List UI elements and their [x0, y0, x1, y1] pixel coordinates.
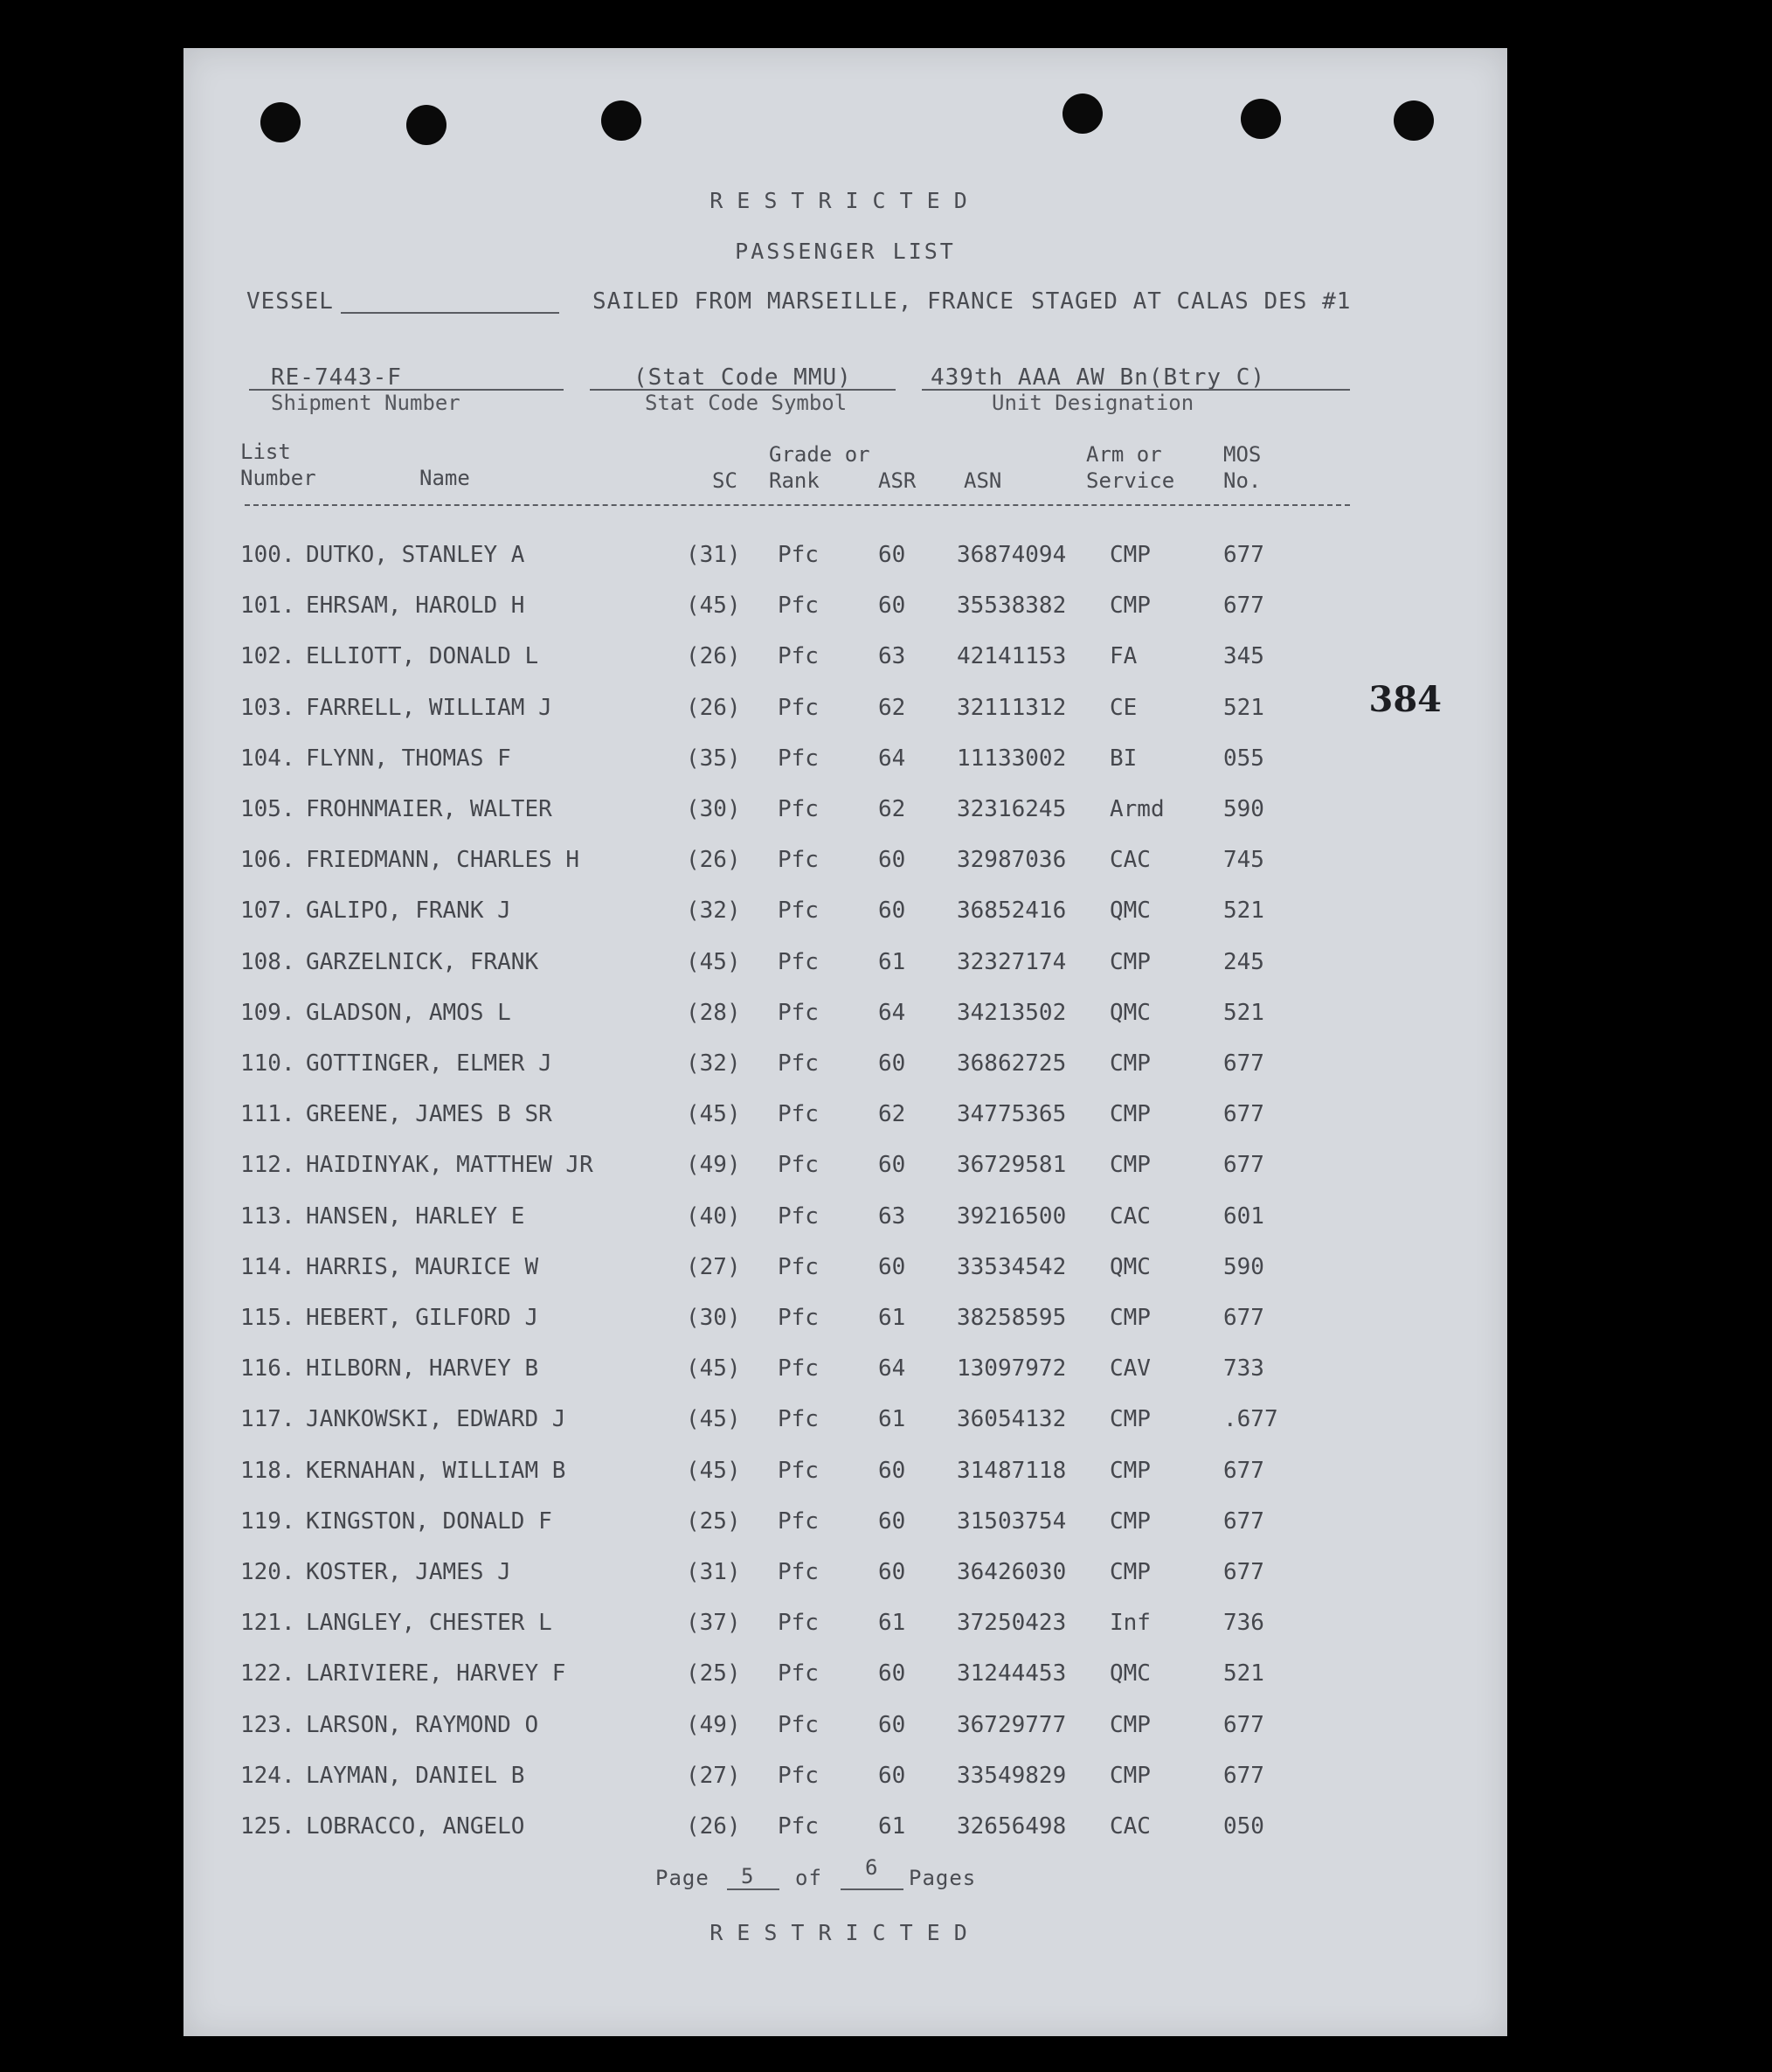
passenger-name: FRIEDMANN, CHARLES H — [306, 847, 580, 874]
asr-score: 60 — [878, 1152, 906, 1179]
table-row — [183, 1050, 1507, 1101]
list-number: 121. — [240, 1610, 295, 1637]
punch-hole — [1394, 100, 1434, 141]
grade-rank: Pfc — [778, 1711, 819, 1738]
passenger-name: LANGLEY, CHESTER L — [306, 1610, 552, 1637]
mos-number: 521 — [1223, 897, 1264, 925]
passenger-name: ELLIOTT, DONALD L — [306, 643, 539, 670]
vessel-label: VESSEL — [246, 288, 334, 315]
punch-hole — [260, 102, 301, 142]
grade-rank: Pfc — [778, 592, 819, 620]
col-mos: MOS No. — [1223, 442, 1262, 493]
arm-service: BI — [1110, 745, 1138, 772]
list-number: 117. — [240, 1406, 295, 1433]
passenger-name: KINGSTON, DONALD F — [306, 1507, 552, 1535]
list-number: 113. — [240, 1202, 295, 1230]
arm-service: CMP — [1110, 1762, 1151, 1789]
mos-number: 677 — [1223, 1457, 1264, 1484]
arm-service: Armd — [1110, 796, 1165, 822]
of-word: of — [795, 1866, 822, 1890]
document-page — [183, 48, 1507, 2036]
asn-number: 42141153 — [957, 643, 1067, 670]
list-number: 120. — [240, 1559, 295, 1585]
table-row — [183, 1406, 1507, 1457]
page-total: 6 — [865, 1855, 879, 1880]
passenger-name: GARZELNICK, FRANK — [306, 948, 539, 975]
mos-number: 677 — [1223, 592, 1264, 620]
passenger-name: HEBERT, GILFORD J — [306, 1305, 539, 1331]
grade-rank: Pfc — [778, 948, 819, 975]
passenger-name: DUTKO, STANLEY A — [306, 542, 525, 568]
table-row — [183, 643, 1507, 694]
asn-number: 32111312 — [957, 694, 1067, 721]
table-row — [183, 1305, 1507, 1355]
passenger-name: HAIDINYAK, MATTHEW JR — [306, 1152, 593, 1179]
sc-code: (25) — [686, 1660, 741, 1687]
grade-rank: Pfc — [778, 643, 819, 670]
mos-number: 677 — [1223, 1711, 1264, 1738]
list-number: 102. — [240, 643, 295, 670]
sc-code: (26) — [686, 643, 741, 670]
restricted-bottom: RESTRICTED — [709, 1920, 981, 1945]
col-sc: SC — [712, 468, 737, 493]
sc-code: (30) — [686, 796, 741, 822]
asr-score: 61 — [878, 1610, 906, 1637]
unit-designation: 439th AAA AW Bn(Btry C) — [931, 364, 1266, 391]
arm-service: CMP — [1110, 1305, 1151, 1331]
sc-code: (40) — [686, 1202, 741, 1230]
arm-service: CMP — [1110, 1559, 1151, 1585]
list-number: 123. — [240, 1711, 295, 1738]
arm-service: QMC — [1110, 999, 1151, 1026]
table-row — [183, 1712, 1507, 1763]
list-number: 106. — [240, 847, 295, 874]
arm-service: QMC — [1110, 1660, 1151, 1687]
mos-number: 521 — [1223, 999, 1264, 1026]
grade-rank: Pfc — [778, 1202, 819, 1230]
shipment-number: RE-7443-F — [271, 364, 402, 391]
sc-code: (28) — [686, 999, 741, 1026]
asr-score: 64 — [878, 1355, 906, 1382]
passenger-name: GREENE, JAMES B SR — [306, 1101, 552, 1128]
list-number: 110. — [240, 1050, 295, 1077]
passenger-name: GLADSON, AMOS L — [306, 999, 511, 1026]
mos-number: 245 — [1223, 948, 1264, 975]
passenger-name: HARRIS, MAURICE W — [306, 1253, 539, 1280]
mos-number: 055 — [1223, 745, 1264, 772]
asn-number: 32316245 — [957, 796, 1067, 822]
table-row — [183, 1254, 1507, 1305]
mos-number: 521 — [1223, 1660, 1264, 1687]
list-number: 112. — [240, 1152, 295, 1179]
asr-score: 62 — [878, 796, 906, 822]
grade-rank: Pfc — [778, 694, 819, 721]
grade-rank: Pfc — [778, 897, 819, 925]
arm-service: CAC — [1110, 847, 1151, 874]
passenger-name: KOSTER, JAMES J — [306, 1559, 511, 1585]
table-row — [183, 847, 1507, 897]
asr-score: 60 — [878, 1711, 906, 1738]
sc-code: (49) — [686, 1711, 741, 1738]
asr-score: 63 — [878, 643, 906, 670]
table-row — [183, 695, 1507, 745]
table-row — [183, 1763, 1507, 1813]
sc-code: (26) — [686, 847, 741, 874]
asn-number: 31244453 — [957, 1660, 1067, 1687]
col-asr: ASR — [878, 468, 917, 493]
mos-number: 745 — [1223, 847, 1264, 874]
list-number: 105. — [240, 796, 295, 822]
asn-number: 34213502 — [957, 999, 1067, 1026]
arm-service: CMP — [1110, 1457, 1151, 1484]
list-number: 109. — [240, 999, 295, 1026]
asn-number: 39216500 — [957, 1202, 1067, 1230]
table-row — [183, 1355, 1507, 1406]
staged-at: STAGED AT CALAS DES #1 — [1031, 288, 1352, 315]
passenger-name: LARSON, RAYMOND O — [306, 1711, 539, 1738]
table-row — [183, 1101, 1507, 1152]
shipment-label: Shipment Number — [271, 391, 460, 415]
page-total-underline — [841, 1888, 903, 1890]
table-row — [183, 1660, 1507, 1711]
asr-score: 63 — [878, 1202, 906, 1230]
grade-rank: Pfc — [778, 1406, 819, 1433]
asr-score: 60 — [878, 1559, 906, 1585]
col-arm: Arm or Service — [1086, 442, 1175, 493]
sc-code: (35) — [686, 745, 741, 772]
asn-number: 36054132 — [957, 1406, 1067, 1433]
sc-code: (27) — [686, 1253, 741, 1280]
passenger-name: HILBORN, HARVEY B — [306, 1355, 539, 1382]
arm-service: QMC — [1110, 897, 1151, 925]
grade-rank: Pfc — [778, 1305, 819, 1331]
arm-service: CMP — [1110, 1507, 1151, 1535]
passenger-name: LARIVIERE, HARVEY F — [306, 1660, 566, 1687]
grade-rank: Pfc — [778, 796, 819, 822]
passenger-name: LAYMAN, DANIEL B — [306, 1762, 525, 1789]
sailed-from: SAILED FROM MARSEILLE, FRANCE — [592, 288, 1014, 315]
passenger-name: GALIPO, FRANK J — [306, 897, 511, 925]
passenger-name: KERNAHAN, WILLIAM B — [306, 1457, 566, 1484]
grade-rank: Pfc — [778, 1660, 819, 1687]
arm-service: CMP — [1110, 1152, 1151, 1179]
arm-service: CMP — [1110, 1711, 1151, 1738]
list-number: 115. — [240, 1305, 295, 1331]
passenger-name: JANKOWSKI, EDWARD J — [306, 1406, 566, 1433]
stamped-page-number: 384 — [1368, 679, 1442, 720]
asn-number: 33549829 — [957, 1762, 1067, 1789]
asr-score: 60 — [878, 897, 906, 925]
mos-number: 677 — [1223, 1762, 1264, 1789]
grade-rank: Pfc — [778, 1355, 819, 1382]
table-row — [183, 1203, 1507, 1254]
asr-score: 60 — [878, 542, 906, 568]
asn-number: 38258595 — [957, 1305, 1067, 1331]
grade-rank: Pfc — [778, 1101, 819, 1128]
grade-rank: Pfc — [778, 999, 819, 1026]
sc-code: (45) — [686, 1355, 741, 1382]
punch-hole — [1063, 94, 1103, 134]
list-number: 125. — [240, 1813, 295, 1840]
mos-number: 521 — [1223, 694, 1264, 721]
passenger-name: FLYNN, THOMAS F — [306, 745, 511, 772]
list-number: 104. — [240, 745, 295, 772]
table-row — [183, 1152, 1507, 1202]
punch-hole — [406, 105, 446, 145]
punch-hole — [601, 100, 641, 141]
asr-score: 60 — [878, 847, 906, 874]
arm-service: CAC — [1110, 1202, 1151, 1230]
mos-number: 677 — [1223, 1559, 1264, 1585]
grade-rank: Pfc — [778, 1762, 819, 1789]
table-row — [183, 542, 1507, 592]
table-row — [183, 1000, 1507, 1050]
mos-number: 677 — [1223, 1152, 1264, 1179]
asn-number: 36729581 — [957, 1152, 1067, 1179]
asr-score: 60 — [878, 592, 906, 620]
list-number: 118. — [240, 1457, 295, 1484]
asn-number: 32656498 — [957, 1813, 1067, 1840]
header-rule — [245, 504, 1350, 506]
asn-number: 34775365 — [957, 1101, 1067, 1128]
asn-number: 32987036 — [957, 847, 1067, 874]
sc-code: (45) — [686, 1406, 741, 1433]
asr-score: 62 — [878, 1101, 906, 1128]
mos-number: 677 — [1223, 1050, 1264, 1077]
table-row — [183, 949, 1507, 1000]
passenger-name: HANSEN, HARLEY E — [306, 1202, 525, 1230]
asr-score: 62 — [878, 694, 906, 721]
table-row — [183, 1559, 1507, 1610]
sc-code: (25) — [686, 1507, 741, 1535]
asr-score: 64 — [878, 745, 906, 772]
list-number: 111. — [240, 1101, 295, 1128]
sc-code: (27) — [686, 1762, 741, 1789]
list-number: 100. — [240, 542, 295, 568]
list-number: 116. — [240, 1355, 295, 1382]
asr-score: 64 — [878, 999, 906, 1026]
arm-service: QMC — [1110, 1253, 1151, 1280]
grade-rank: Pfc — [778, 1813, 819, 1840]
grade-rank: Pfc — [778, 1152, 819, 1179]
restricted-top: RESTRICTED — [709, 188, 981, 213]
asr-score: 60 — [878, 1457, 906, 1484]
list-number: 108. — [240, 948, 295, 975]
mos-number: 733 — [1223, 1355, 1264, 1382]
list-number: 114. — [240, 1253, 295, 1280]
mos-number: 677 — [1223, 542, 1264, 568]
mos-number: 601 — [1223, 1202, 1264, 1230]
passenger-name: FROHNMAIER, WALTER — [306, 796, 552, 822]
list-number: 107. — [240, 897, 295, 925]
asr-score: 61 — [878, 1813, 906, 1840]
arm-service: CE — [1110, 694, 1138, 721]
arm-service: CAV — [1110, 1355, 1151, 1382]
table-row — [183, 1508, 1507, 1559]
arm-service: CMP — [1110, 1406, 1151, 1433]
sc-code: (31) — [686, 1559, 741, 1585]
passenger-name: FARRELL, WILLIAM J — [306, 694, 552, 721]
asn-number: 36729777 — [957, 1711, 1067, 1738]
col-grade: Grade or Rank — [769, 442, 870, 493]
asn-number: 13097972 — [957, 1355, 1067, 1382]
arm-service: Inf — [1110, 1610, 1151, 1637]
asn-number: 36862725 — [957, 1050, 1067, 1077]
grade-rank: Pfc — [778, 1610, 819, 1637]
arm-service: CMP — [1110, 542, 1151, 568]
asr-score: 61 — [878, 948, 906, 975]
sc-code: (45) — [686, 1457, 741, 1484]
mos-number: 736 — [1223, 1610, 1264, 1637]
vessel-underline — [341, 312, 559, 314]
table-row — [183, 796, 1507, 847]
col-list-number: List Number — [240, 440, 316, 490]
grade-rank: Pfc — [778, 542, 819, 568]
col-asn: ASN — [964, 468, 1002, 493]
punch-hole — [1241, 99, 1281, 139]
mos-number: 677 — [1223, 1507, 1264, 1535]
asr-score: 60 — [878, 1050, 906, 1077]
grade-rank: Pfc — [778, 1507, 819, 1535]
arm-service: CMP — [1110, 592, 1151, 620]
passenger-name: LOBRACCO, ANGELO — [306, 1813, 525, 1840]
asr-score: 60 — [878, 1507, 906, 1535]
sc-code: (31) — [686, 542, 741, 568]
asr-score: 60 — [878, 1762, 906, 1789]
stat-code: (Stat Code MMU) — [633, 364, 852, 391]
stat-label: Stat Code Symbol — [645, 391, 848, 415]
page-no-underline — [727, 1888, 779, 1890]
grade-rank: Pfc — [778, 847, 819, 874]
asn-number: 37250423 — [957, 1610, 1067, 1637]
list-number: 119. — [240, 1507, 295, 1535]
sc-code: (45) — [686, 948, 741, 975]
list-number: 122. — [240, 1660, 295, 1687]
mos-number: .677 — [1223, 1406, 1278, 1433]
sc-code: (37) — [686, 1610, 741, 1637]
table-row — [183, 897, 1507, 948]
passenger-name: EHRSAM, HAROLD H — [306, 592, 525, 620]
grade-rank: Pfc — [778, 1457, 819, 1484]
grade-rank: Pfc — [778, 745, 819, 772]
list-title: PASSENGER LIST — [735, 239, 956, 264]
sc-code: (32) — [686, 897, 741, 925]
sc-code: (45) — [686, 1101, 741, 1128]
grade-rank: Pfc — [778, 1253, 819, 1280]
asn-number: 35538382 — [957, 592, 1067, 620]
asn-number: 31503754 — [957, 1507, 1067, 1535]
list-number: 124. — [240, 1762, 295, 1789]
passenger-name: GOTTINGER, ELMER J — [306, 1050, 552, 1077]
asn-number: 32327174 — [957, 948, 1067, 975]
asr-score: 61 — [878, 1305, 906, 1331]
arm-service: CAC — [1110, 1813, 1151, 1840]
list-number: 101. — [240, 592, 295, 620]
page-number: 5 — [741, 1864, 755, 1888]
grade-rank: Pfc — [778, 1559, 819, 1585]
sc-code: (49) — [686, 1152, 741, 1179]
mos-number: 050 — [1223, 1813, 1264, 1840]
asn-number: 36874094 — [957, 542, 1067, 568]
sc-code: (32) — [686, 1050, 741, 1077]
grade-rank: Pfc — [778, 1050, 819, 1077]
arm-service: CMP — [1110, 948, 1151, 975]
table-row — [183, 1458, 1507, 1508]
asr-score: 60 — [878, 1253, 906, 1280]
asn-number: 36426030 — [957, 1559, 1067, 1585]
mos-number: 677 — [1223, 1101, 1264, 1128]
asn-number: 31487118 — [957, 1457, 1067, 1484]
mos-number: 345 — [1223, 643, 1264, 670]
asn-number: 36852416 — [957, 897, 1067, 925]
pages-word: Pages — [909, 1866, 977, 1890]
asn-number: 11133002 — [957, 745, 1067, 772]
mos-number: 677 — [1223, 1305, 1264, 1331]
table-row — [183, 592, 1507, 643]
asn-number: 33534542 — [957, 1253, 1067, 1280]
asr-score: 61 — [878, 1406, 906, 1433]
mos-number: 590 — [1223, 1253, 1264, 1280]
table-row — [183, 745, 1507, 796]
arm-service: CMP — [1110, 1050, 1151, 1077]
col-name: Name — [419, 466, 470, 490]
arm-service: FA — [1110, 643, 1138, 670]
sc-code: (26) — [686, 694, 741, 721]
sc-code: (45) — [686, 592, 741, 620]
page-word: Page — [655, 1866, 709, 1890]
list-number: 103. — [240, 694, 295, 721]
sc-code: (30) — [686, 1305, 741, 1331]
unit-label: Unit Designation — [992, 391, 1194, 415]
asr-score: 60 — [878, 1660, 906, 1687]
sc-code: (26) — [686, 1813, 741, 1840]
table-row — [183, 1610, 1507, 1660]
mos-number: 590 — [1223, 796, 1264, 822]
arm-service: CMP — [1110, 1101, 1151, 1128]
table-row — [183, 1813, 1507, 1864]
